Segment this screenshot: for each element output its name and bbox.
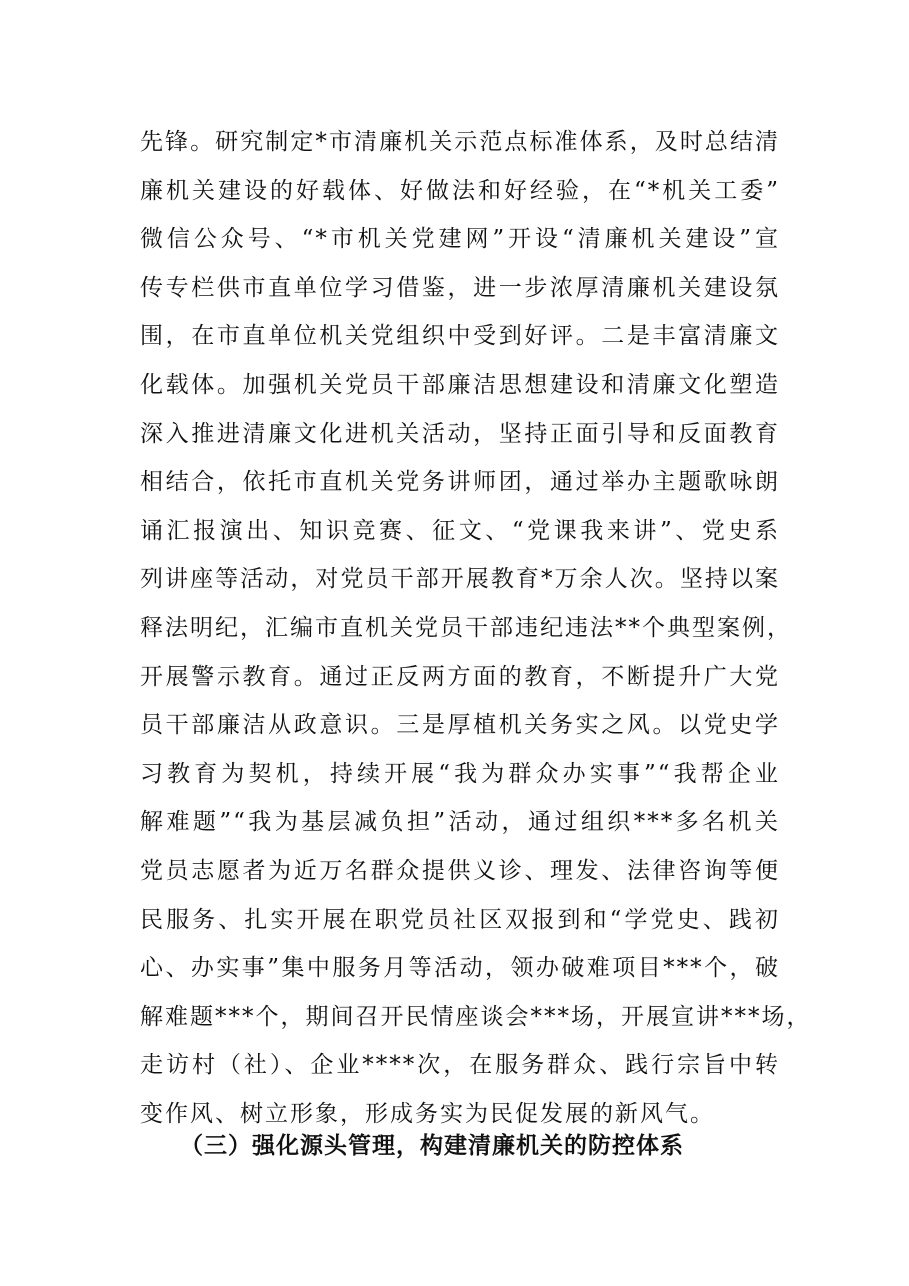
paragraph-line: 传专栏供市直单位学习借鉴，进一步浓厚清廉机关建设氛 (140, 274, 780, 301)
paragraph-line: 廉机关建设的好载体、好做法和好经验，在“*机关工委” (140, 177, 780, 204)
paragraph-line: 变作风、树立形象，形成务实为民促发展的新风气。 (140, 1100, 715, 1127)
paragraph-line: 解难题***个，期间召开民情座谈会***场，开展宣讲***场， (140, 1003, 812, 1030)
paragraph-line: 化载体。加强机关党员干部廉洁思想建设和清廉文化塑造 (140, 371, 780, 398)
paragraph-line: 民服务、扎实开展在职党员社区双报到和“学党史、践初 (140, 906, 780, 933)
paragraph-line: 解难题”“我为基层减负担”活动，通过组织***多名机关 (140, 809, 780, 836)
paragraph-line: 开展警示教育。通过正反两方面的教育，不断提升广大党 (140, 663, 780, 690)
body-paragraph (140, 118, 812, 1138)
paragraph-line: 心、办实事”集中服务月等活动，领办破难项目***个，破 (140, 955, 780, 982)
paragraph-line: 党员志愿者为近万名群众提供义诊、理发、法律咨询等便 (140, 857, 780, 884)
paragraph-line: 先锋。研究制定*市清廉机关示范点标准体系，及时总结清 (140, 129, 780, 155)
paragraph-line: 释法明纪，汇编市直机关党员干部违纪违法**个典型案例， (140, 614, 792, 641)
paragraph-line: 深入推进清廉文化进机关活动，坚持正面引导和反面教育 (140, 420, 780, 447)
paragraph-line: 列讲座等活动，对党员干部开展教育*万余人次。坚持以案 (140, 566, 780, 593)
paragraph-line: 诵汇报演出、知识竞赛、征文、“党课我来讲”、党史系 (140, 517, 780, 544)
paragraph-line: 围，在市直单位机关党组织中受到好评。二是丰富清廉文 (140, 323, 780, 350)
paragraph-line: 习教育为契机，持续开展“我为群众办实事”“我帮企业 (140, 760, 780, 787)
paragraph-line: 相结合，依托市直机关党务讲师团，通过举办主题歌咏朗 (140, 469, 780, 496)
section-heading: （三）强化源头管理，构建清廉机关的防控体系 (180, 1133, 684, 1159)
paragraph-line: 员干部廉洁从政意识。三是厚植机关务实之风。以党史学 (140, 712, 780, 739)
paragraph-line: 微信公众号、“*市机关党建网”开设“清廉机关建设”宣 (140, 226, 780, 253)
paragraph-line: 走访村（社）、企业****次，在服务群众、践行宗旨中转 (140, 1052, 780, 1079)
